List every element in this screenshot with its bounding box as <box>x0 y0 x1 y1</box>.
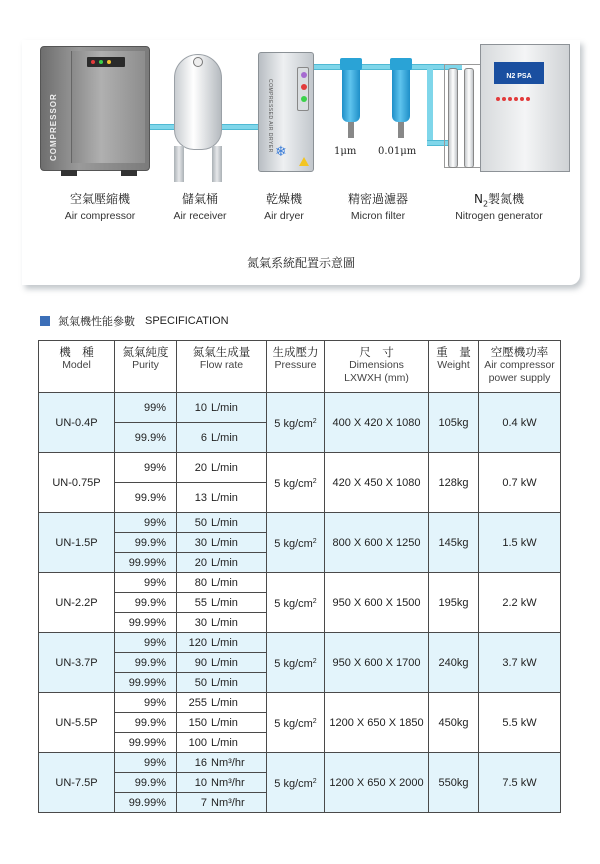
micron-filter-1um <box>340 58 362 138</box>
cell-flow <box>177 453 267 483</box>
cell-purity: 99.9% <box>115 713 177 733</box>
flow-value: 100 <box>188 736 207 749</box>
flow-value: 30 <box>194 536 207 549</box>
air-compressor-illustration <box>40 46 150 171</box>
cell-purity: 99% <box>115 633 177 653</box>
pipe-compressor-receiver <box>150 124 174 130</box>
psa-tower <box>448 68 458 168</box>
table-row <box>39 753 561 773</box>
cell-flow <box>177 773 267 793</box>
spec-title-zh: 氮氣機性能參數 <box>58 315 135 328</box>
cell-power: 5.5 kW <box>479 693 561 753</box>
cell-purity: 99% <box>115 753 177 773</box>
filter-rating-1: 1μm <box>334 146 357 157</box>
flow-value: 20 <box>194 556 207 569</box>
cell-pressure: 5 $kg/cm^2$ <box>267 633 325 693</box>
diagram-title: 氮氣系統配置示意圖 <box>246 256 355 270</box>
cell-dimensions: 950 X 600 X 1500 <box>325 573 429 633</box>
pipe-dryer-filters <box>312 64 462 70</box>
dryer-label: COMPRESSED AIR DRYER <box>267 79 273 153</box>
cell-pressure: 5 $kg/cm^2$ <box>267 453 325 513</box>
cell-power: 7.5 kW <box>479 753 561 813</box>
flow-value: 6 <box>200 431 207 444</box>
header-dimensions: 尺 寸 Dimensions LXWXH (mm) <box>325 341 429 393</box>
cell-weight: 450kg <box>429 693 479 753</box>
cell-flow <box>177 733 267 753</box>
flow-unit: L/min <box>211 636 238 649</box>
cell-weight: 105kg <box>429 393 479 453</box>
spec-table <box>38 340 561 813</box>
flow-value: 30 <box>194 616 207 629</box>
spec-title-en: SPECIFICATION <box>145 315 229 327</box>
label-compressor-zh: 空氣壓縮機 <box>69 192 130 206</box>
cell-weight: 240kg <box>429 633 479 693</box>
square-bullet-icon <box>40 316 50 326</box>
cell-model: UN-1.5P <box>39 513 115 573</box>
cell-purity: 99.9% <box>115 593 177 613</box>
flow-unit: L/min <box>211 536 238 549</box>
label-psa-en: Nitrogen generator <box>455 210 543 222</box>
compressor-foot <box>121 170 137 176</box>
cell-flow <box>177 423 267 453</box>
psa-tower <box>464 68 474 168</box>
receiver-tank <box>174 54 222 150</box>
compressor-label: COMPRESSOR <box>49 93 58 161</box>
cell-purity: 99% <box>115 573 177 593</box>
flow-unit: L/min <box>211 401 238 414</box>
cell-dimensions: 1200 X 650 X 2000 <box>325 753 429 813</box>
flow-value: 13 <box>194 491 207 504</box>
cell-flow <box>177 653 267 673</box>
flow-unit: L/min <box>211 491 238 504</box>
flow-value: 50 <box>194 516 207 529</box>
receiver-leg <box>212 146 222 182</box>
flow-value: 10 <box>194 776 207 789</box>
cell-purity: 99.99% <box>115 733 177 753</box>
cell-pressure: 5 $kg/cm^2$ <box>267 753 325 813</box>
header-weight: 重 量 Weight <box>429 341 479 393</box>
flow-unit: L/min <box>211 431 238 444</box>
cell-pressure: 5 $kg/cm^2$ <box>267 693 325 753</box>
flow-value: 255 <box>188 696 207 709</box>
flow-value: 50 <box>194 676 207 689</box>
spec-header <box>40 314 229 328</box>
cell-flow <box>177 573 267 593</box>
cell-purity: 99.9% <box>115 773 177 793</box>
cell-dimensions: 950 X 600 X 1700 <box>325 633 429 693</box>
cell-purity: 99.9% <box>115 533 177 553</box>
cell-dimensions: 420 X 450 X 1080 <box>325 453 429 513</box>
cell-flow <box>177 753 267 773</box>
label-dryer-en: Air dryer <box>264 210 304 222</box>
cell-flow <box>177 693 267 713</box>
flow-unit: L/min <box>211 696 238 709</box>
cell-model: UN-7.5P <box>39 753 115 813</box>
spec-table-header-row <box>39 341 561 393</box>
system-diagram <box>22 40 580 285</box>
flow-unit: L/min <box>211 556 238 569</box>
flow-unit: Nm³/hr <box>211 756 245 769</box>
cell-pressure: 5 $kg/cm^2$ <box>267 573 325 633</box>
cell-flow <box>177 553 267 573</box>
micron-filter-0-01um <box>390 58 412 138</box>
flow-unit: L/min <box>211 676 238 689</box>
compressor-foot <box>61 170 77 176</box>
cell-model: UN-2.2P <box>39 573 115 633</box>
label-dryer-zh: 乾燥機 <box>265 192 302 206</box>
cell-model: UN-0.75P <box>39 453 115 513</box>
cell-purity: 99.99% <box>115 553 177 573</box>
flow-value: 120 <box>188 636 207 649</box>
header-purity: 氮氣純度 Purity <box>115 341 177 393</box>
label-filter-zh: 精密過濾器 <box>347 192 408 206</box>
table-row <box>39 633 561 653</box>
table-row <box>39 453 561 483</box>
cell-flow <box>177 713 267 733</box>
cell-weight: 145kg <box>429 513 479 573</box>
label-receiver-en: Air receiver <box>173 210 227 222</box>
cell-purity: 99.9% <box>115 423 177 453</box>
snowflake-icon: ❄ <box>275 143 287 159</box>
flow-unit: L/min <box>211 716 238 729</box>
cell-purity: 99% <box>115 393 177 423</box>
pipe-filter-drop <box>427 64 433 144</box>
cell-power: 2.2 kW <box>479 573 561 633</box>
psa-indicator-lights <box>496 88 542 92</box>
cell-purity: 99% <box>115 513 177 533</box>
filter-rating-2: 0.01μm <box>378 146 417 157</box>
header-model: 機 種 Model <box>39 341 115 393</box>
cell-dimensions: 800 X 600 X 1250 <box>325 513 429 573</box>
cell-flow <box>177 483 267 513</box>
flow-unit: L/min <box>211 516 238 529</box>
cell-weight: 195kg <box>429 573 479 633</box>
cell-flow <box>177 393 267 423</box>
label-filter-en: Micron filter <box>350 210 406 222</box>
cell-power: 0.7 kW <box>479 453 561 513</box>
psa-screen: N2 PSA <box>494 62 544 84</box>
cell-dimensions: 400 X 420 X 1080 <box>325 393 429 453</box>
cell-model: UN-0.4P <box>39 393 115 453</box>
cell-weight: 128kg <box>429 453 479 513</box>
dryer-control-panel <box>297 67 309 111</box>
cell-flow <box>177 593 267 613</box>
compressor-control-panel <box>87 57 125 67</box>
nitrogen-generator-illustration <box>444 44 570 172</box>
flow-unit: L/min <box>211 656 238 669</box>
cell-purity: 99.99% <box>115 793 177 813</box>
flow-value: 20 <box>194 461 207 474</box>
flow-unit: L/min <box>211 576 238 589</box>
table-row <box>39 393 561 423</box>
cell-power: 1.5 kW <box>479 513 561 573</box>
cell-flow <box>177 633 267 653</box>
flow-value: 80 <box>194 576 207 589</box>
cell-model: UN-5.5P <box>39 693 115 753</box>
pipe-receiver-dryer <box>222 124 260 130</box>
cell-power: 3.7 kW <box>479 633 561 693</box>
label-psa-zh: $N_2$製氮機 <box>473 192 525 209</box>
flow-value: 10 <box>194 401 207 414</box>
air-receiver-illustration <box>172 54 224 184</box>
cell-flow <box>177 613 267 633</box>
cell-flow <box>177 673 267 693</box>
flow-value: 7 <box>200 796 207 809</box>
receiver-leg <box>174 146 184 182</box>
flow-value: 90 <box>194 656 207 669</box>
header-flow: 氮氣生成量 Flow rate <box>177 341 267 393</box>
compressor-front <box>71 51 145 163</box>
header-pressure: 生成壓力 Pressure <box>267 341 325 393</box>
table-row <box>39 573 561 593</box>
flow-value: 150 <box>188 716 207 729</box>
flow-value: 55 <box>194 596 207 609</box>
flow-unit: Nm³/hr <box>211 776 245 789</box>
cell-pressure: 5 $kg/cm^2$ <box>267 393 325 453</box>
flow-value: 16 <box>194 756 207 769</box>
cell-purity: 99.99% <box>115 673 177 693</box>
flow-unit: L/min <box>211 616 238 629</box>
cell-flow <box>177 513 267 533</box>
cell-dimensions: 1200 X 650 X 1850 <box>325 693 429 753</box>
table-row <box>39 513 561 533</box>
pressure-gauge-icon <box>193 57 203 67</box>
table-row <box>39 693 561 713</box>
flow-unit: L/min <box>211 736 238 749</box>
cell-flow <box>177 793 267 813</box>
cell-weight: 550kg <box>429 753 479 813</box>
cell-purity: 99.99% <box>115 613 177 633</box>
cell-purity: 99.9% <box>115 653 177 673</box>
cell-flow <box>177 533 267 553</box>
cell-pressure: 5 $kg/cm^2$ <box>267 513 325 573</box>
label-receiver-zh: 儲氣桶 <box>181 192 218 206</box>
cell-model: UN-3.7P <box>39 633 115 693</box>
header-power: 空壓機功率 Air compressor power supply <box>479 341 561 393</box>
label-compressor-en: Air compressor <box>64 210 136 222</box>
cell-purity: 99% <box>115 693 177 713</box>
flow-unit: L/min <box>211 461 238 474</box>
flow-unit: Nm³/hr <box>211 796 245 809</box>
warning-icon <box>299 157 309 166</box>
cell-purity: 99% <box>115 453 177 483</box>
cell-power: 0.4 kW <box>479 393 561 453</box>
air-dryer-illustration <box>258 52 314 172</box>
flow-unit: L/min <box>211 596 238 609</box>
cell-purity: 99.9% <box>115 483 177 513</box>
